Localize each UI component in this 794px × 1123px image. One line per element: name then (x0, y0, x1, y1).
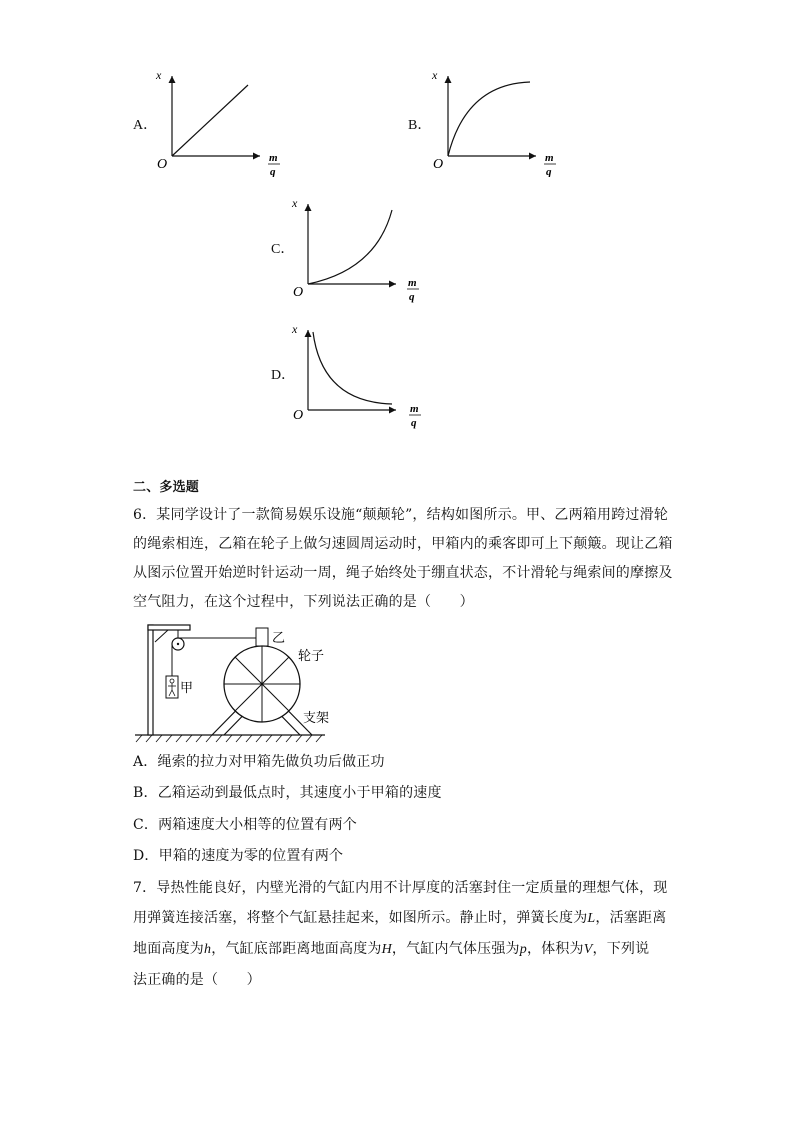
origin-label: O (293, 285, 304, 300)
q6-option-d: D．甲箱的速度为零的位置有两个 (133, 848, 344, 864)
q7-line-2 (133, 908, 666, 929)
var-p: p (519, 942, 527, 957)
origin-label: O (433, 157, 444, 172)
option-a-label: A． (133, 118, 158, 133)
frac-num: m (545, 152, 554, 164)
graph-b (426, 62, 566, 177)
option-b-label: B． (408, 118, 432, 133)
q6-option-c: C．两箱速度大小相等的位置有两个 (133, 817, 357, 833)
q7-line-3-mid: ，气缸底部距离地面高度为 (211, 941, 382, 957)
q7-line-3-tail: ，下列说 (592, 941, 650, 957)
q6-option-b: B．乙箱运动到最低点时，其速度小于甲箱的速度 (133, 785, 442, 801)
box-a-label: 甲 (180, 680, 194, 695)
frac-den: q (270, 166, 276, 177)
q7-line-2-text: 用弹簧连接活塞，将整个气缸悬挂起来，如图所示。静止时，弹簧长度为 (133, 910, 588, 926)
origin-label: O (157, 157, 168, 172)
graph-a-curve (172, 85, 248, 156)
option-c-label: C． (271, 242, 295, 257)
box-b (256, 628, 268, 646)
frac-den: q (409, 291, 415, 303)
q7-line-3-mid2: ，气缸内气体压强为 (391, 941, 520, 957)
q7-line-1: 7．导热性能良好，内壁光滑的气缸内用不计厚度的活塞封住一定质量的理想气体，现 (133, 880, 668, 896)
stand-label: 支架 (303, 710, 330, 725)
var-V: V (583, 942, 593, 957)
y-axis-label: x (292, 196, 298, 210)
q6-line-1: 6．某同学设计了一款简易娱乐设施“颠颠轮”，结构如图所示。甲、乙两箱用跨过滑轮 (133, 507, 669, 523)
y-axis-label: x (292, 322, 298, 336)
q6-line-2: 的绳索相连，乙箱在轮子上做匀速圆周运动时，甲箱内的乘客即可上下颠簸。现让乙箱 (133, 536, 673, 552)
q7-line-3-text: 地面高度为 (133, 941, 204, 957)
origin-label: O (293, 408, 304, 423)
graph-c-curve (308, 210, 392, 284)
option-d-label: D． (271, 368, 296, 383)
wheel-label: 轮子 (298, 648, 325, 663)
frac-num: m (410, 403, 419, 415)
graph-b-curve (448, 82, 530, 156)
q7-line-4: 法正确的是（ ） (133, 972, 261, 988)
frac-num: m (408, 277, 417, 289)
graph-c (286, 190, 426, 305)
q7-line-2-tail: ，活塞距离 (595, 910, 667, 926)
section-title: 二、多选题 (133, 480, 200, 495)
var-h: h (204, 942, 212, 957)
frac-den: q (546, 166, 552, 177)
frac-den: q (411, 417, 417, 429)
y-axis-label: x (156, 68, 162, 82)
y-axis-label: x (432, 68, 438, 82)
var-H: H (381, 942, 392, 957)
q6-line-4: 空气阻力，在这个过程中，下列说法正确的是（ ） (133, 594, 474, 610)
frac-num: m (269, 152, 278, 164)
q6-line-3: 从图示位置开始逆时针运动一周，绳子始终处于绷直状态，不计滑轮与绳索间的摩擦及 (133, 565, 673, 581)
graph-d-curve (313, 332, 392, 404)
graph-d (286, 316, 426, 431)
q6-option-a: A．绳索的拉力对甲箱先做负功后做正功 (133, 754, 385, 770)
q7-line-3-mid3: ，体积为 (526, 941, 584, 957)
q7-line-3 (133, 939, 649, 960)
box-b-label: 乙 (272, 630, 286, 645)
q6-figure (130, 620, 340, 745)
var-L: L (587, 911, 596, 926)
graph-a (150, 62, 290, 177)
